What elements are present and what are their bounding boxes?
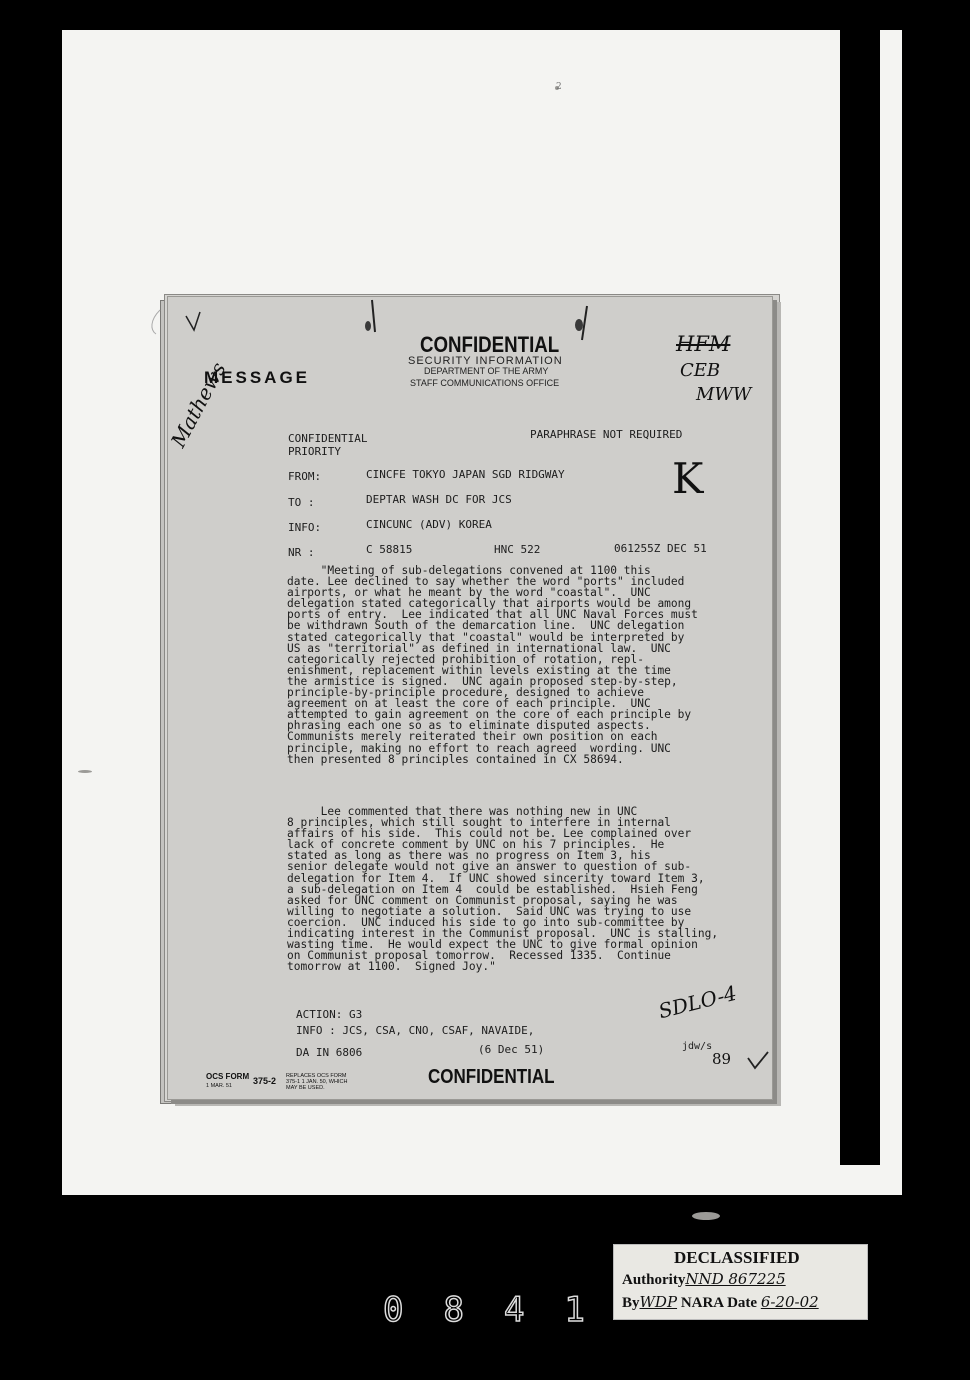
page-mark: 2 — [556, 82, 562, 92]
nr-value: C 58815 — [366, 543, 413, 556]
check-mark — [186, 312, 200, 330]
stamp-title: DECLASSIFIED — [674, 1248, 800, 1267]
date-time-group: 061255Z DEC 51 — [614, 542, 707, 555]
security-information: SECURITY INFORMATION — [408, 355, 563, 367]
form-replaces-note: REPLACES OCS FORM 375-1 1 JAN. 50, WHICH MAY BE USED. — [286, 1073, 348, 1091]
frame-number: 0841 — [383, 1290, 625, 1330]
reference-number: 89 — [712, 1050, 732, 1068]
handwritten-mark: K — [672, 454, 704, 503]
to-label: TO : — [288, 496, 315, 509]
from-value: CINCFE TOKYO JAPAN SGD RIDGWAY — [366, 468, 565, 481]
da-in-number: DA IN 6806 — [296, 1046, 363, 1059]
stamp-authority: AuthorityNND 867225 — [622, 1270, 786, 1288]
precedence-line: PRIORITY — [288, 445, 341, 458]
message-paragraph-2: Lee commented that there was nothing new in UNC 8 principles, which still sought to interfere in internal affairs of his side. This could not be. Lee complained over lack of concrete comment by UNC on his 7 principles. He stated as long as there was no progress on Item 3, his senior delegate would not give an answer to question of sub- delegation for Item 4. If UNC showed sincerity toward Item 3, a sub-delegation on Item 4 could be established. Hsieh Feng asked for UNC comment on Communist proposal, saying he was willing to negotiate a solution. Said UNC was trying to use coercion. UNC induced his side to go into sub-committee by indicating interest in the Communist proposal. UNC is stalling, wasting time. He would expect the UNC to give formal opinion on Communist proposal tomorrow. Recessed 1335. Continue tomorrow at 1100. Signed Joy." — [287, 805, 719, 974]
nr-label: NR : — [288, 546, 315, 559]
handwritten-initials: MWW — [696, 384, 752, 405]
form-number: OCS FORM 1 MAR. 51 — [206, 1072, 250, 1089]
message-paragraph-1: "Meeting of sub-delegations convened at 1100 this date. Lee declined to say whether the word "ports" included airports, or what he meant by the word "coastal". UNC delegation stated categorically that airports would be among ports of entry. Lee indicated that all UNC Naval Forces must be withdrawn South of the demarcation line. UNC delegation stated categorically that "coastal" would be interpreted by US as "territorial" as defined in international law. UNC categorically rejected prohibition of rotation, repl- enishment, replacement within levels existing at the time the armistice is signed. UNC again proposed step-by-step, principle-by-principle procedure, designed to achieve agreement on at least the core of each principle. UNC attempted to gain agreement on the core of each principle by phrasing each one so as to eliminate disputed aspects. Communists merely reiterated their own position on each principle, making no effort to reach agreed wording. UNC then presented 8 principles contained in CX 58694. — [287, 564, 698, 766]
hnc-value: HNC 522 — [494, 543, 541, 556]
form-number-value: 375-2 — [253, 1076, 277, 1086]
info-addressees: INFO : JCS, CSA, CNO, CSAF, NAVAIDE, — [296, 1024, 535, 1037]
form-title: MESSAGE — [204, 368, 311, 387]
handwritten-name: Mathews — [166, 358, 231, 452]
action-line: ACTION: G3 — [296, 1008, 363, 1021]
staple-hole — [365, 321, 371, 331]
handwritten-file-number: SDLO-4 — [656, 980, 740, 1024]
stamp-by-value: WDP — [639, 1293, 678, 1311]
stamp-date-value: 6-20-02 — [760, 1293, 819, 1311]
footer-classification: CONFIDENTIAL — [428, 1066, 555, 1088]
to-value: DEPTAR WASH DC FOR JCS — [366, 493, 512, 506]
header-classification: CONFIDENTIAL — [420, 332, 560, 357]
paraphrase-note: PARAPHRASE NOT REQUIRED — [530, 428, 683, 441]
office-label: STAFF COMMUNICATIONS OFFICE — [410, 378, 560, 388]
handwritten-initials: HFM — [676, 332, 731, 356]
declassification-stamp — [613, 1244, 868, 1320]
stamp-authority-value: NND 867225 — [685, 1270, 786, 1288]
check-mark — [748, 1052, 768, 1068]
info-label: INFO: — [288, 521, 322, 534]
handwritten-initials: CEB — [680, 360, 721, 381]
from-label: FROM: — [288, 470, 322, 483]
info-value: CINCUNC (ADV) KOREA — [366, 518, 492, 531]
stamp-by-date: ByWDP NARA Date 6-20-02 — [622, 1293, 819, 1311]
staple-hole — [575, 319, 583, 331]
page-fold — [152, 310, 160, 334]
classification-line: CONFIDENTIAL — [288, 432, 368, 445]
pen-stroke — [372, 300, 375, 332]
typist-reference: jdw/s — [682, 1041, 713, 1052]
message-date: (6 Dec 51) — [478, 1043, 545, 1056]
department-label: DEPARTMENT OF THE ARMY — [424, 366, 549, 376]
